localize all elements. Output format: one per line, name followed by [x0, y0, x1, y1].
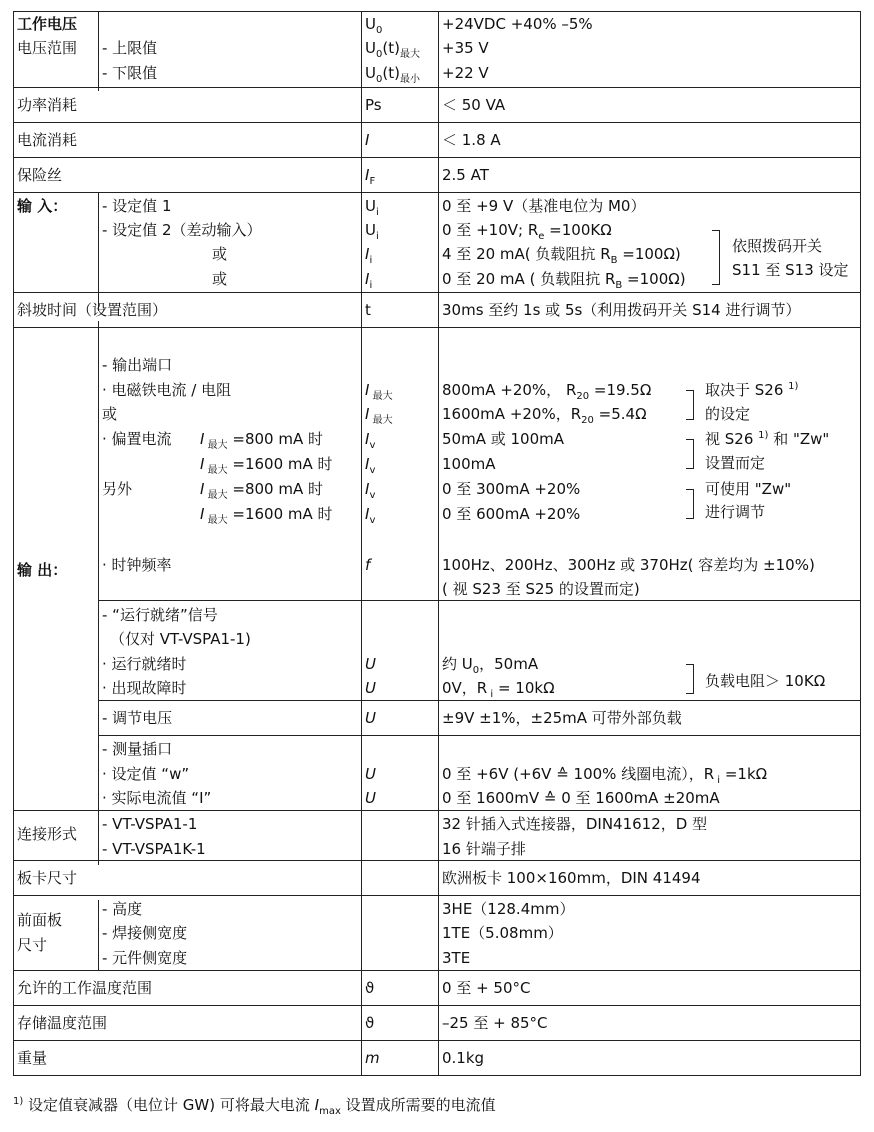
- sttemp-label: 存储温度范围: [17, 1014, 108, 1032]
- ramp-value: 30ms 至约 1s 或 5s（利用拨码开关 S14 进行调节）: [442, 301, 801, 319]
- ramp-label: 斜坡时间（设置范围）: [17, 301, 168, 319]
- supply-lower-label: - 下限值: [102, 64, 158, 82]
- footnote-mark: 1): [13, 1096, 24, 1107]
- input-sp2-label: - 设定值 2（差动输入）: [102, 221, 262, 239]
- input-note2: S11 至 S13 设定: [732, 261, 849, 279]
- card-value: 欧洲板卡 100×160mm，DIN 41494: [442, 869, 701, 887]
- output-sym-iv2: $I_v$: [365, 455, 376, 476]
- output-zw-bracket: [686, 489, 694, 519]
- output-sol-val2: 1600mA +20%，$R_{20} =5.4\Omega$: [442, 405, 647, 426]
- output-ready-bracket: [686, 664, 694, 694]
- supply-umax-symbol: $U_0(t)_{最大}$: [365, 39, 420, 60]
- output-ready-on-label: · 运行就绪时: [102, 655, 187, 673]
- supply-u0-symbol: $U_0$: [365, 15, 383, 36]
- output-zw-note1: 可使用 "Zw": [705, 480, 792, 498]
- output-meas-val1: 0 至 +6V (+6V ≙ 100% 线圈电流），R $_i$ =1kΩ: [442, 765, 768, 786]
- output-bias-note1: 视 S26 $^{1)}$ 和 "Zw": [705, 430, 830, 448]
- supply-umax-value: +35 V: [442, 39, 489, 57]
- output-sym-iv1: $I_v$: [365, 430, 376, 451]
- output-meas-act-label: · 实际电流值 “I”: [102, 789, 212, 807]
- output-clock-label: · 时钟频率: [102, 556, 172, 574]
- output-reg-symbol: U: [365, 709, 376, 727]
- input-val1: 0 至 +9 V（基准电位为 M0）: [442, 197, 646, 215]
- fuse-label: 保险丝: [17, 166, 63, 184]
- output-extra-val2: 0 至 600mA +20%: [442, 505, 581, 523]
- output-reg-value: ±9V ±1%，±25mA 可带外部负载: [442, 709, 682, 727]
- output-label: 输 出：: [17, 561, 68, 579]
- output-extra-val1: 0 至 300mA +20%: [442, 480, 581, 498]
- current-symbol: I: [365, 131, 370, 149]
- output-bias-label: · 偏置电流: [102, 430, 172, 448]
- output-ready-sym1: U: [365, 655, 376, 673]
- output-meas-sp-label: · 设定值 “w”: [102, 765, 190, 783]
- front-w1-label: - 焊接侧宽度: [102, 924, 188, 942]
- connector-val2: 16 针端子排: [442, 840, 526, 858]
- front-height-value: 3HE（128.4mm）: [442, 900, 575, 918]
- power-label: 功率消耗: [17, 96, 78, 114]
- output-sym-imax1: I $_{最大}$: [365, 381, 393, 402]
- front-label2: 尺寸: [17, 936, 48, 954]
- output-bias-bracket: [686, 439, 694, 469]
- power-value: ＜ 50 VA: [442, 96, 506, 114]
- output-zw-note2: 进行调节: [705, 503, 766, 521]
- supply-u0-value: +24VDC +40% –5%: [442, 15, 593, 33]
- output-ready-sub: （仅对 VT-VSPA1-1): [110, 630, 251, 648]
- output-extra-cond1: I $_{最大}$ =800 mA 时: [200, 480, 324, 501]
- output-extra-label: 另外: [102, 480, 133, 498]
- output-reg-label: - 调节电压: [102, 709, 173, 727]
- output-meas-val2: 0 至 1600mV ≙ 0 至 1600mA ±20mA: [442, 789, 720, 807]
- current-label: 电流消耗: [17, 131, 78, 149]
- front-w2-value: 3TE: [442, 949, 471, 967]
- sttemp-value: –25 至 + 85°C: [442, 1014, 548, 1032]
- footnote: $^{1)}$ 设定值衰减器（电位计 GW) 可将最大电流 $I_{max}$ 设置成所需要的电流值: [13, 1096, 496, 1117]
- output-extra-cond2: I $_{最大}$ =1600 mA 时: [200, 505, 333, 526]
- supply-title: 工作电压: [17, 15, 78, 33]
- output-sym-iv3: $I_v$: [365, 480, 376, 501]
- optemp-label: 允许的工作温度范围: [17, 979, 153, 997]
- input-or2: 或: [212, 270, 228, 288]
- output-sol-val1: 800mA +20%， $R_{20} =19.5\Omega$: [442, 381, 652, 402]
- input-sym3: $I_i$: [365, 245, 373, 266]
- output-ready-val2: 0V，R $_i$ = 10kΩ: [442, 679, 555, 700]
- input-label: 输 入：: [17, 197, 68, 215]
- output-meas-title: - 测量插口: [102, 740, 173, 758]
- fuse-symbol: $I_F$: [365, 166, 376, 187]
- input-sym1: $U_i$: [365, 197, 379, 218]
- optemp-symbol: ϑ: [365, 979, 375, 997]
- input-val2: 0 至 +10V; $R_e =100K\Omega$: [442, 221, 612, 242]
- output-sym-iv4: $I_v$: [365, 505, 376, 526]
- output-ready-fault-label: · 出现故障时: [102, 679, 187, 697]
- front-w2-label: - 元件侧宽度: [102, 949, 188, 967]
- weight-label: 重量: [17, 1049, 48, 1067]
- connector-label: 连接形式: [17, 825, 78, 843]
- input-bracket: [712, 230, 720, 285]
- front-height-label: - 高度: [102, 900, 143, 918]
- input-sym2: $U_i$: [365, 221, 379, 242]
- supply-umin-symbol: $U_0(t)_{最小}$: [365, 64, 420, 85]
- front-w1-value: 1TE（5.08mm）: [442, 924, 563, 942]
- output-bias-note2: 设置而定: [705, 454, 766, 472]
- weight-value: 0.1kg: [442, 1049, 485, 1067]
- power-symbol: Ps: [365, 96, 382, 114]
- output-port-label: - 输出端口: [102, 356, 173, 374]
- input-sym4: $I_i$: [365, 270, 373, 291]
- weight-symbol: m: [365, 1049, 380, 1067]
- output-sym-imax2: I $_{最大}$: [365, 405, 393, 426]
- connector-val1: 32 针插入式连接器，DIN41612，D 型: [442, 815, 708, 833]
- output-bias-cond2: I $_{最大}$ =1600 mA 时: [200, 455, 333, 476]
- fuse-value: 2.5 AT: [442, 166, 489, 184]
- output-bias-val1: 50mA 或 100mA: [442, 430, 564, 448]
- output-sol-note1: 取决于 S26 $^{1)}$: [705, 381, 799, 399]
- ramp-symbol: t: [365, 301, 371, 319]
- input-sp1-label: - 设定值 1: [102, 197, 172, 215]
- supply-umin-value: +22 V: [442, 64, 489, 82]
- sttemp-symbol: ϑ: [365, 1014, 375, 1032]
- card-label: 板卡尺寸: [17, 869, 78, 887]
- output-clock-val1: 100Hz、200Hz、300Hz 或 370Hz( 容差均为 ±10%): [442, 556, 815, 574]
- current-value: ＜ 1.8 A: [442, 131, 501, 149]
- front-label1: 前面板: [17, 911, 63, 929]
- input-val4: 0 至 20 mA ( 负载阻抗 $R_B =100\Omega$): [442, 270, 686, 291]
- output-clock-symbol: f: [365, 556, 371, 574]
- connector-v1: - VT-VSPA1-1: [102, 815, 198, 833]
- input-note1: 依照拨码开关: [732, 237, 823, 255]
- output-ready-title: - “运行就绪”信号: [102, 606, 218, 624]
- supply-upper-label: - 上限值: [102, 39, 158, 57]
- output-ready-sym2: U: [365, 679, 376, 697]
- output-bias-cond1: I $_{最大}$ =800 mA 时: [200, 430, 324, 451]
- output-or: 或: [102, 405, 118, 423]
- output-bias-val2: 100mA: [442, 455, 496, 473]
- input-val3: 4 至 20 mA( 负载阻抗 $R_B =100\Omega$): [442, 245, 681, 266]
- output-sol-bracket: [686, 390, 694, 420]
- connector-v2: - VT-VSPA1K-1: [102, 840, 206, 858]
- output-meas-sym1: U: [365, 765, 376, 783]
- output-clock-val2: ( 视 S23 至 S25 的设置而定): [442, 580, 640, 598]
- optemp-value: 0 至 + 50°C: [442, 979, 531, 997]
- output-meas-sym2: U: [365, 789, 376, 807]
- output-solenoid-label: · 电磁铁电流 / 电阻: [102, 381, 232, 399]
- output-sol-note2: 的设定: [705, 405, 751, 423]
- output-ready-note: 负载电阻＞ 10KΩ: [705, 672, 826, 690]
- supply-range-label: 电压范围: [17, 39, 78, 57]
- output-ready-val1: 约 $U_0$，50mA: [442, 655, 539, 676]
- spec-table: [13, 11, 861, 1076]
- input-or1: 或: [212, 245, 228, 263]
